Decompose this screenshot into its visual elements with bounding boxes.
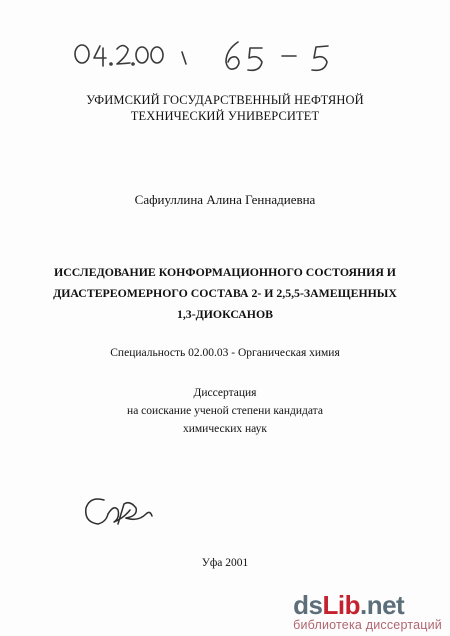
- thesis-title-line-1: ИССЛЕДОВАНИЕ КОНФОРМАЦИОННОГО СОСТОЯНИЯ И: [54, 265, 396, 279]
- dslib-watermark: [293, 592, 442, 632]
- dslib-subtitle: библиотека диссертаций: [293, 618, 442, 632]
- specialty-line: Специальность 02.00.03 - Органическая химия: [110, 347, 340, 359]
- place-year: Уфа 2001: [201, 557, 249, 569]
- thesis-title-line-3: 1,3-ДИОКСАНОВ: [176, 307, 274, 321]
- handwritten-signature: [80, 488, 160, 538]
- dissertation-line-2: на соискание ученой степени кандидата: [127, 405, 323, 417]
- dissertation-line-1: Диссертация: [193, 387, 257, 399]
- handwritten-registration-number: [0, 0, 450, 90]
- institution-line-1: УФИМСКИЙ ГОСУДАРСТВЕННЫЙ НЕФТЯНОЙ: [86, 93, 364, 107]
- institution-line-2: ТЕХНИЧЕСКИЙ УНИВЕРСИТЕТ: [130, 109, 320, 123]
- thesis-title-line-2: ДИАСТЕРЕОМЕРНОГО СОСТАВА 2- И 2,5,5-ЗАМЕЩЕННЫХ: [53, 286, 397, 300]
- dissertation-line-3: химических наук: [183, 423, 267, 435]
- dslib-logo: dsLib.net: [293, 590, 405, 620]
- author-name: Сафиуллина Алина Геннадиевна: [134, 192, 316, 207]
